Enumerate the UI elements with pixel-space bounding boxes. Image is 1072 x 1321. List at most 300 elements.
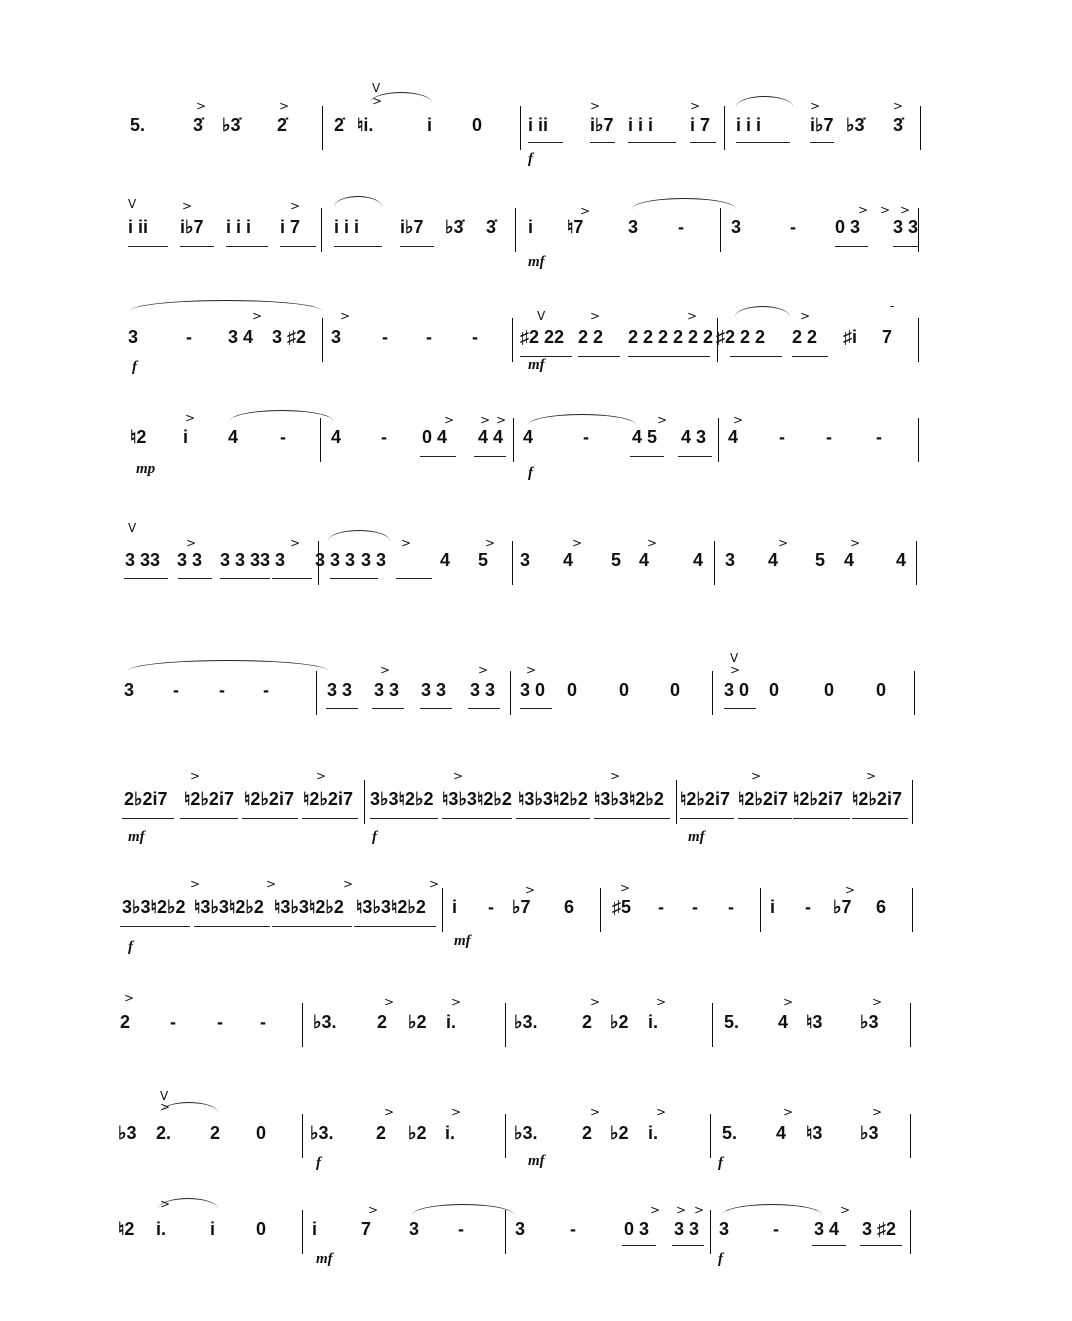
breath-mark: V [160,1089,169,1103]
note-group: ♮i. [357,115,374,135]
beam-underline [220,578,270,579]
note-group: ♭3 [118,1123,137,1143]
note-group: ♮3♭3♮2♭2 [518,789,588,809]
accent-mark: > [368,1203,379,1217]
note-group: 0 [256,1219,267,1239]
note-group: ♮2♭2i7 [303,789,353,809]
note-group: i. [156,1219,167,1239]
beam-underline [724,708,756,709]
note-group: i ii [528,115,549,135]
barline [910,1210,911,1254]
note-group: i [312,1219,318,1239]
accent-mark: > [656,1105,667,1119]
barline [302,1114,303,1158]
barline [320,418,321,462]
note-group: 2 [376,1123,387,1143]
note-group: - [170,1012,176,1032]
note-group: ♮3♭3♮2♭2 [356,897,426,917]
note-group: 4 [563,550,574,570]
beam-underline [124,578,168,579]
barline [914,671,915,715]
barline [322,318,323,362]
beam-underline [400,246,434,247]
note-group: i. [445,1123,456,1143]
accent-mark: > [872,995,883,1009]
accent-mark: > [590,309,601,323]
barline [912,780,913,824]
note-group: 0 [472,115,483,135]
accent-mark: > [810,99,821,113]
beam-underline [835,246,868,247]
note-group: ♯5 [612,897,632,917]
note-group: 2 2 [792,327,818,347]
note-group: 3 3 [374,680,400,700]
barline [918,318,919,362]
note-group: 2 [377,1012,388,1032]
beam-underline [122,818,174,819]
accent-mark: > [160,1100,171,1114]
note-group: - [260,1012,266,1032]
note-group: i♭7 [810,115,834,135]
beam-underline [468,708,500,709]
note-group: - [658,897,664,917]
slur-mark [735,306,790,317]
note-group: i♭7 [180,217,204,237]
note-group: ♮2♭2i7 [244,789,294,809]
note-group: - [263,680,269,700]
note-group: 4 5 [632,427,658,447]
accent-mark: > [266,877,277,891]
breath-mark: V [372,81,381,95]
note-group: ♭7 [512,897,531,917]
dynamic-marking: f [528,151,533,167]
accent-mark: > [730,663,741,677]
note-group: i [183,427,189,447]
note-group: 4 [776,1123,787,1143]
barline [505,1003,506,1047]
note-group: 2 [120,1012,131,1032]
note-group: 5 [478,550,489,570]
note-group: ♮3 [806,1123,823,1143]
beam-underline [516,818,590,819]
note-group: i 7 [690,115,711,135]
accent-mark: > [316,769,327,783]
accent-mark: > [290,199,301,213]
note-group: - [186,327,192,347]
beam-underline [678,456,712,457]
note-group: i. [648,1123,659,1143]
beam-underline [372,708,404,709]
accent-mark: > [290,536,301,550]
accent-mark: > [610,769,621,783]
dynamic-marking: mf [528,357,545,373]
note-group: ♮2 [130,427,147,447]
note-group: - [472,327,478,347]
accent-mark: > [196,99,207,113]
note-group: ♭3. [310,1123,334,1143]
slur-mark [722,1204,822,1215]
accent-mark: > [690,99,701,113]
note-group: 4 [440,550,451,570]
beam-underline [420,708,452,709]
slur-mark [334,196,382,207]
note-group: 2 [210,1123,221,1143]
barline [510,671,511,715]
accent-mark: > [380,663,391,677]
barline [912,888,913,932]
note-group: 0 3 [624,1219,650,1239]
accent-mark: > [496,413,507,427]
note-group: ♮2♭2i7 [852,789,902,809]
note-group: 3 [520,550,531,570]
note-group: ♯2 2 2 [716,327,766,347]
note-group: i [452,897,458,917]
note-group: ♭7 [833,897,852,917]
note-group: i ii [128,217,149,237]
breath-mark: V [128,197,137,211]
note-group: 0 [769,680,780,700]
note-group: i. [446,1012,457,1032]
slur-mark [528,414,636,425]
barline [520,106,521,150]
accent-mark: > [872,1105,883,1119]
beam-underline [396,578,432,579]
note-group: - [173,680,179,700]
note-group: 3♭3♮2♭2 [370,789,434,809]
accent-mark: > [580,204,591,218]
beam-underline [334,246,382,247]
note-group: 3 3 3 [315,550,356,570]
barline [442,888,443,932]
note-group: ♮3♭3♮2♭2 [594,789,664,809]
accent-mark: > [656,995,667,1009]
note-group: i [210,1219,216,1239]
slur-mark [328,530,390,541]
note-group: 3̇ [893,115,904,135]
accent-mark: > [384,1105,395,1119]
accent-mark: > [800,309,811,323]
accent-mark: > [480,413,491,427]
note-group: ♭2 [610,1012,629,1032]
dynamic-marking: mf [316,1251,333,1267]
accent-mark: > [252,309,263,323]
beam-underline [792,356,828,357]
note-group: 2̇ [334,115,345,135]
note-group: - [678,217,684,237]
note-group: - [583,427,589,447]
beam-underline [474,456,506,457]
note-group: 6 [564,897,575,917]
dynamic-marking: mf [454,933,471,949]
note-group: - [692,897,698,917]
dynamic-marking: mp [136,461,156,477]
beam-underline [420,456,456,457]
accent-mark: > [124,991,135,1005]
note-group: 0 [619,680,630,700]
note-group: 2 [582,1123,593,1143]
barline [322,106,323,150]
accent-mark: > [160,1197,171,1211]
beam-underline [520,708,552,709]
accent-mark: > [845,883,856,897]
note-group: 0 [567,680,578,700]
beam-underline [180,818,238,819]
note-group: - [381,427,387,447]
beam-underline [893,246,918,247]
note-group: i 7 [280,217,301,237]
note-group: - [773,1219,779,1239]
note-group: - [570,1219,576,1239]
accent-mark: > [893,99,904,113]
note-group: 3 3 [674,1219,700,1239]
barline [513,418,514,462]
accent-mark: > [866,769,877,783]
beam-underline [442,818,512,819]
accent-mark: > [657,413,668,427]
note-group: - [426,327,432,347]
accent-mark: > [478,663,489,677]
accent-mark: > [590,995,601,1009]
barline [505,1114,506,1158]
note-group: ♭3 [860,1123,879,1143]
note-group: 0 [256,1123,267,1143]
beam-underline [810,142,834,143]
accent-mark: > [783,1105,794,1119]
accent-mark: > [186,536,197,550]
accent-mark: > [451,1105,462,1119]
note-group: ♮3 [806,1012,823,1032]
note-group: - [826,427,832,447]
barline [760,888,761,932]
beam-underline [280,246,316,247]
accent-mark: > [783,995,794,1009]
accent-mark: > [676,1203,687,1217]
note-group: - [219,680,225,700]
note-group: ♮3♭3♮2♭2 [274,897,344,917]
beam-underline [578,356,620,357]
accent-mark: > [900,203,911,217]
note-group: 2 2 [578,327,604,347]
slur-mark [412,1204,514,1215]
beam-underline [302,818,358,819]
note-group: ♭3̇ [222,115,241,135]
barline [364,780,365,824]
beam-underline [528,142,563,143]
note-group: 3 ♯2 [272,327,307,347]
beam-underline [680,818,734,819]
beam-underline [128,246,168,247]
barline [918,208,919,252]
note-group: i♭7 [400,217,424,237]
note-group: - [280,427,286,447]
accent-mark: > [190,769,201,783]
note-group: 4 [523,427,534,447]
note-group: i [427,115,433,135]
beam-underline [622,1245,656,1246]
barline [918,418,919,462]
slur-mark [632,198,736,209]
note-group: 5. [130,115,146,135]
note-group: 0 [824,680,835,700]
barline [712,671,713,715]
beam-underline [690,142,716,143]
beam-underline [730,356,782,357]
barline [302,1210,303,1254]
note-group: ♮2♭2i7 [793,789,843,809]
accent-mark: > [185,411,196,425]
note-group: - [876,427,882,447]
barline [714,541,715,585]
note-group: - [779,427,785,447]
beam-underline [812,1245,846,1246]
barline [724,106,725,150]
accent-mark: > [850,536,861,550]
note-group: 3 [128,327,139,347]
breath-mark: V [730,651,739,665]
note-group: ♭3 [860,1012,879,1032]
beam-underline [736,142,790,143]
note-group: - [458,1219,464,1239]
note-group: 3 0 [724,680,750,700]
note-group: - [382,327,388,347]
barline [321,208,322,252]
accent-mark: > [340,309,351,323]
accent-mark: > [444,413,455,427]
dynamic-marking: mf [528,254,545,270]
note-group: 3 [409,1219,420,1239]
accent-mark: > [880,203,891,217]
accent-mark: > [182,199,193,213]
accent-mark: > [620,881,631,895]
barline [712,1003,713,1047]
note-group: ♭2 [408,1012,427,1032]
note-group: 3 [628,217,639,237]
beam-underline [590,142,615,143]
beam-underline [738,818,792,819]
note-group: ♮7 [567,217,584,237]
accent-mark: > [572,536,583,550]
note-group: ♭3̇ [846,115,865,135]
accent-mark: > [525,883,536,897]
note-group: 6 [876,897,887,917]
note-group: 2♭2i7 [124,789,168,809]
note-group: - [217,1012,223,1032]
note-group: 0 [876,680,887,700]
beam-underline [628,356,710,357]
note-group: 4 4 [478,427,504,447]
note-group: 2 [582,1012,593,1032]
accent-mark: > [778,536,789,550]
accent-mark: > [694,1203,705,1217]
note-group: ♭3. [514,1012,538,1032]
dynamic-marking: f [372,829,377,845]
accent-mark: > [343,877,354,891]
beam-underline [180,246,214,247]
slur-mark [230,410,333,421]
accent-mark: > [687,309,698,323]
slur-mark [130,300,322,311]
barline [512,541,513,585]
beam-underline [860,1245,902,1246]
note-group: 3 [731,217,742,237]
note-group: 0 [670,680,681,700]
note-group: i i i [334,217,360,237]
note-group: ♭3̇ [445,217,464,237]
beam-underline [272,926,352,927]
beam-underline [628,142,676,143]
note-group: 4 [768,550,779,570]
note-group: 4 [896,550,907,570]
note-group: 3 [725,550,736,570]
note-group: 3 [515,1219,526,1239]
accent-mark: > [453,769,464,783]
note-group: 4 [228,427,239,447]
note-group: ♮2 [118,1219,135,1239]
note-group: i i i [736,115,762,135]
note-group: ♭2 [610,1123,629,1143]
barline [505,1210,506,1254]
dynamic-marking: f [528,465,533,481]
note-group: ♭2 [408,1123,427,1143]
beam-underline [630,456,664,457]
note-group: 3 4 [228,327,254,347]
note-group: 4 [639,550,650,570]
note-group: 5 [611,550,622,570]
beam-underline [330,578,378,579]
note-group: i [770,897,776,917]
note-group: 7 [882,327,893,347]
note-group: - [790,217,796,237]
accent-mark: > [384,995,395,1009]
note-group: 3 [124,680,135,700]
dynamic-marking: mf [528,1153,545,1169]
note-group: ♯i [843,327,858,347]
barline [920,106,921,150]
note-group: 3 3 [893,217,919,237]
barline [720,208,721,252]
note-group: 4 [844,550,855,570]
note-group: 3 3 [421,680,447,700]
note-group: ♭3. [514,1123,538,1143]
beam-underline [672,1245,704,1246]
accent-mark: > [429,877,440,891]
accent-mark: > [858,203,869,217]
note-group: 2. [156,1123,172,1143]
accent-mark: > [526,663,537,677]
note-group: 3 [331,327,342,347]
breath-mark: V [128,521,137,535]
barline [515,208,516,252]
barline [600,888,601,932]
accent-mark: > [279,99,290,113]
tenuto-mark: - [890,299,895,313]
accent-mark: > [650,1203,661,1217]
note-group: - [728,897,734,917]
dynamic-marking: f [316,1155,321,1171]
dynamic-marking: f [718,1155,723,1171]
dynamic-marking: f [132,359,137,375]
note-group: 3 3 [470,680,496,700]
barline [318,541,319,585]
barline [302,1003,303,1047]
note-group: 3 3 [177,550,203,570]
note-group: 3 3 [260,550,286,570]
note-group: - [805,897,811,917]
note-group: 3 3 [361,550,387,570]
beam-underline [852,818,908,819]
note-group: ♯2 22 [520,327,565,347]
accent-mark: > [190,877,201,891]
